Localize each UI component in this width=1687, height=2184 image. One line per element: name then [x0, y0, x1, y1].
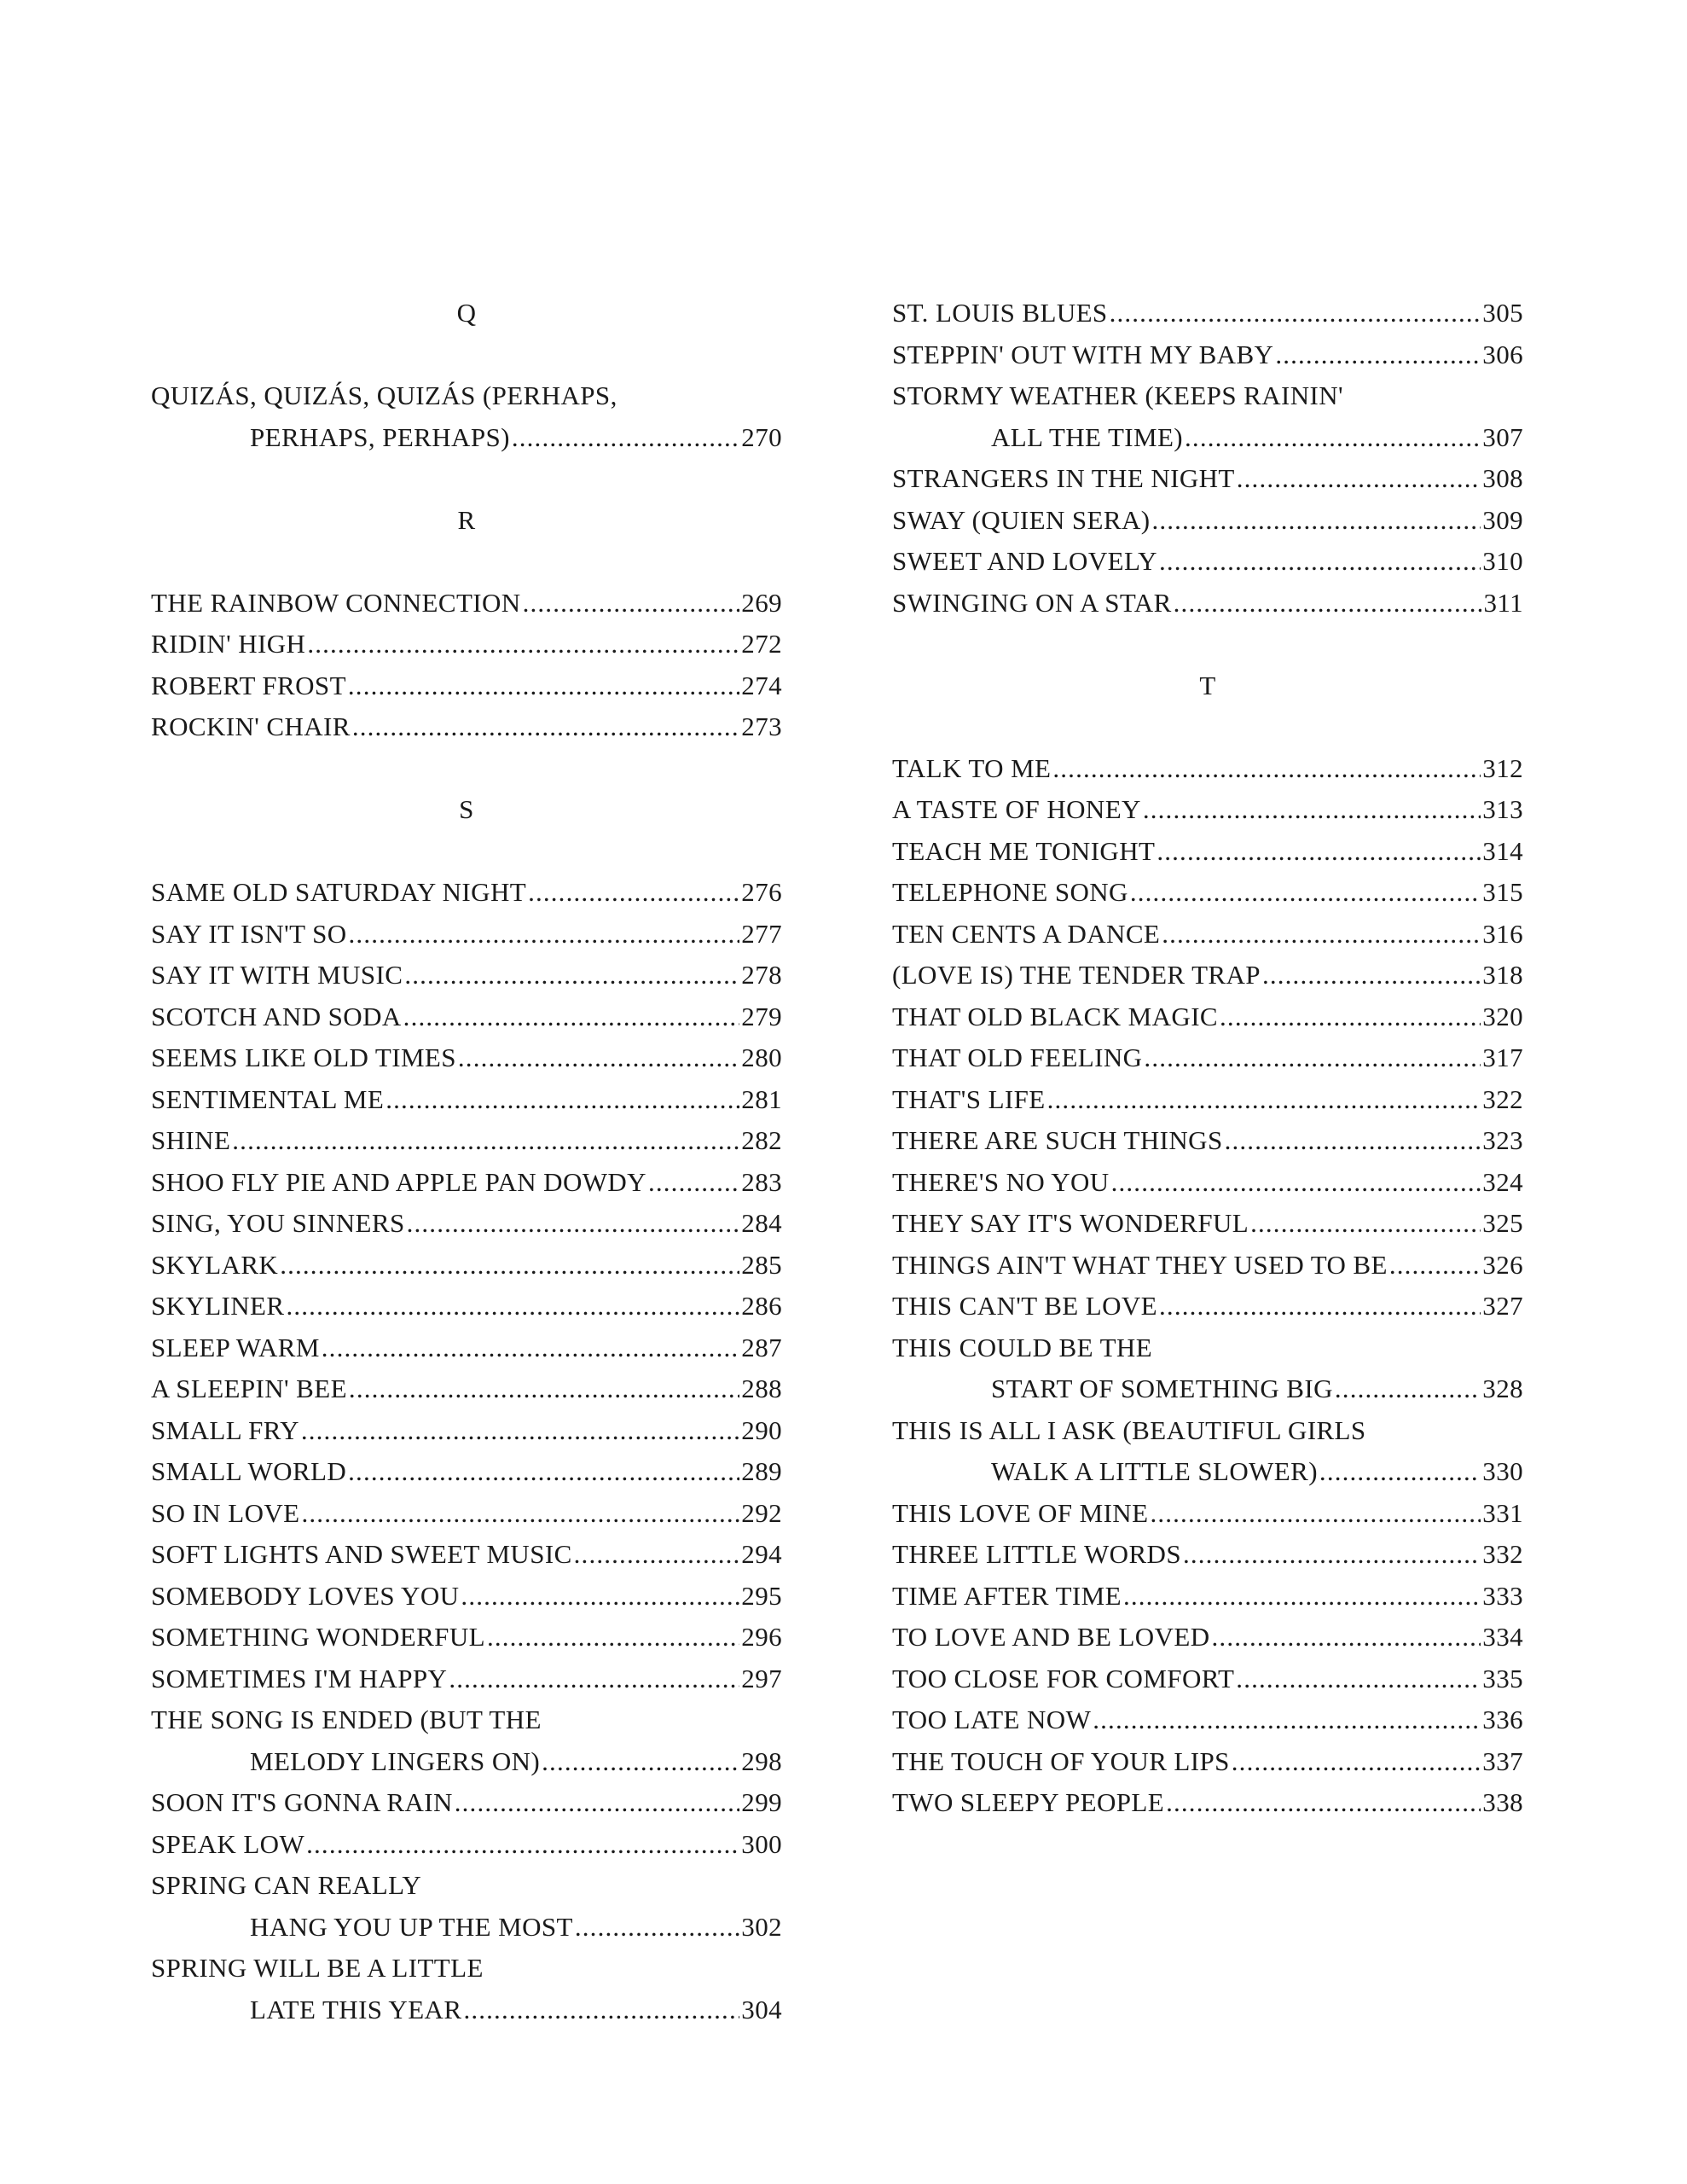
page-number: 270 [741, 421, 782, 452]
entry-title: SAME OLD SATURDAY NIGHT [151, 877, 527, 907]
index-entry [151, 1782, 782, 1824]
index-entry [892, 458, 1523, 500]
index-entry [151, 1534, 782, 1576]
page-number: 302 [741, 1911, 782, 1942]
section-heading-t: T [1199, 670, 1216, 700]
page-number: 322 [1482, 1083, 1523, 1114]
entry-title: SING, YOU SINNERS [151, 1208, 405, 1238]
page-number: 269 [741, 587, 782, 618]
page-number: 305 [1482, 298, 1523, 328]
section-heading-q: Q [456, 298, 477, 328]
entry-title: SWEET AND LOVELY [892, 546, 1157, 576]
dot-leader [1157, 831, 1481, 873]
page-number: 281 [741, 1083, 782, 1114]
dot-leader [463, 1989, 739, 2031]
dot-leader [407, 1203, 740, 1245]
index-entry [892, 914, 1523, 956]
entry-title: STRANGERS IN THE NIGHT [892, 463, 1235, 493]
entry-title: THINGS AIN'T WHAT THEY USED TO BE [892, 1249, 1388, 1280]
dot-leader [306, 1824, 739, 1866]
entry-title: SOMETIMES I'M HAPPY [151, 1663, 448, 1693]
page-number: 330 [1482, 1456, 1523, 1486]
entry-title: SWAY (QUIEN SERA) [892, 504, 1151, 535]
page-number: 310 [1482, 546, 1523, 576]
page-number: 311 [1483, 587, 1523, 618]
page-number: 316 [1482, 918, 1523, 949]
page-number: 332 [1482, 1539, 1523, 1569]
index-entry [892, 1245, 1523, 1287]
dot-leader [458, 1037, 739, 1079]
index-entry [151, 914, 782, 956]
index-entry [151, 665, 782, 707]
index-entry [151, 1493, 782, 1535]
index-entry [892, 1741, 1523, 1783]
page-number: 335 [1482, 1663, 1523, 1693]
page-number: 278 [741, 960, 782, 990]
page-number: 280 [741, 1043, 782, 1072]
index-entry [151, 1907, 782, 1949]
index-entry [151, 1658, 782, 1700]
page-number: 331 [1482, 1497, 1523, 1528]
page-number: 284 [741, 1208, 782, 1238]
page-number: 312 [1482, 752, 1523, 783]
dot-leader [523, 583, 740, 624]
dot-leader [1047, 1079, 1481, 1121]
spacer [151, 541, 782, 583]
dot-leader [648, 1162, 739, 1204]
entry-title: LATE THIS YEAR [250, 1994, 462, 2024]
dot-leader [232, 1120, 739, 1162]
index-entry [892, 583, 1523, 624]
entry-title: SENTIMENTAL ME [151, 1083, 385, 1114]
index-entry [151, 1824, 782, 1866]
page-number: 304 [741, 1994, 782, 2024]
entry-title: A TASTE OF HONEY [892, 794, 1141, 824]
index-entry [151, 955, 782, 996]
entry-title: THAT OLD FEELING [892, 1043, 1143, 1072]
dot-leader [1110, 293, 1481, 334]
entry-title: TELEPHONE SONG [892, 877, 1128, 907]
entry-title: THERE'S NO YOU [892, 1166, 1110, 1197]
index-entry [151, 583, 782, 624]
page-number: 323 [1482, 1125, 1523, 1155]
dot-leader [1212, 1617, 1481, 1658]
dot-leader [386, 1079, 739, 1121]
dot-leader [1225, 1120, 1481, 1162]
page-number: 294 [741, 1539, 782, 1569]
page-number: 327 [1482, 1291, 1523, 1321]
entry-title: SKYLINER [151, 1291, 285, 1321]
page-number: 328 [1482, 1374, 1523, 1403]
dot-leader [1220, 996, 1481, 1038]
page-number: 306 [1482, 339, 1523, 369]
dot-leader [322, 1327, 740, 1369]
entry-title: SOON IT'S GONNA RAIN [151, 1787, 453, 1817]
index-entry [892, 1617, 1523, 1658]
page-number: 283 [741, 1166, 782, 1197]
dot-leader [348, 665, 739, 707]
entry-title: SWINGING ON A STAR [892, 587, 1172, 618]
entry-title: SOMEBODY LOVES YOU [151, 1580, 460, 1611]
index-entry [151, 1368, 782, 1410]
dot-leader [1159, 1286, 1481, 1327]
entry-title: A SLEEPIN' BEE [151, 1374, 347, 1403]
index-entry [892, 996, 1523, 1038]
dot-leader [1143, 789, 1481, 831]
dot-leader [575, 1907, 739, 1949]
page-number: 279 [741, 1001, 782, 1031]
dot-leader [1166, 1782, 1481, 1824]
index-entry [892, 500, 1523, 542]
page-number: 326 [1482, 1249, 1523, 1280]
dot-leader [1237, 458, 1481, 500]
page-number: 289 [741, 1456, 782, 1486]
page-number: 298 [741, 1745, 782, 1776]
index-entry [151, 1037, 782, 1079]
entry-title: SHINE [151, 1125, 231, 1155]
index-entry [151, 1120, 782, 1162]
entry-title: TALK TO ME [892, 752, 1052, 783]
entry-title: THAT OLD BLACK MAGIC [892, 1001, 1219, 1031]
entry-title: SHOO FLY PIE AND APPLE PAN DOWDY [151, 1166, 646, 1197]
entry-title: THREE LITTLE WORDS [892, 1539, 1181, 1569]
page-number: 277 [741, 918, 782, 949]
dot-leader [1052, 748, 1481, 790]
entry-title: ALL THE TIME) [991, 421, 1184, 452]
dot-leader [280, 1245, 739, 1287]
page-number: 318 [1482, 960, 1523, 990]
index-entry [892, 1079, 1523, 1121]
dot-leader [1275, 334, 1481, 376]
dot-leader [301, 1410, 739, 1452]
index-entry-title-line: SPRING CAN REALLY [151, 1870, 422, 1900]
entry-title: SLEEP WARM [151, 1332, 320, 1362]
page-number: 308 [1482, 463, 1523, 493]
page-number: 315 [1482, 877, 1523, 907]
page-number: 286 [741, 1291, 782, 1321]
index-entry [892, 748, 1523, 790]
page-number: 288 [741, 1374, 782, 1403]
entry-title: SMALL WORLD [151, 1456, 347, 1486]
page-number: 297 [741, 1663, 782, 1693]
dot-leader [1250, 1203, 1481, 1245]
page-number: 309 [1482, 504, 1523, 535]
entry-title: ROBERT FROST [151, 670, 346, 700]
entry-title: THIS LOVE OF MINE [892, 1497, 1149, 1528]
page-number: 287 [741, 1332, 782, 1362]
entry-title: SMALL FRY [151, 1414, 299, 1445]
page-number: 273 [741, 712, 782, 741]
entry-title: ROCKIN' CHAIR [151, 712, 351, 741]
index-entry [151, 1079, 782, 1121]
page-number: 314 [1482, 835, 1523, 866]
page-number: 299 [741, 1787, 782, 1817]
entry-title: THE TOUCH OF YOUR LIPS [892, 1745, 1230, 1776]
page-number: 324 [1482, 1166, 1523, 1197]
index-entry [892, 789, 1523, 831]
dot-leader [307, 624, 739, 665]
entry-title: THE RAINBOW CONNECTION [151, 587, 521, 618]
entry-title: SAY IT ISN'T SO [151, 918, 347, 949]
index-entry [892, 1162, 1523, 1204]
dot-leader [286, 1286, 739, 1327]
entry-title: TOO CLOSE FOR COMFORT [892, 1663, 1235, 1693]
index-entry [892, 831, 1523, 873]
dot-leader [574, 1534, 740, 1576]
index-entry [151, 996, 782, 1038]
entry-title: SCOTCH AND SODA [151, 1001, 402, 1031]
entry-title: TIME AFTER TIME [892, 1580, 1122, 1611]
index-entry [892, 1658, 1523, 1700]
dot-leader [1232, 1741, 1481, 1783]
spacer [151, 748, 782, 790]
entry-title: SEEMS LIKE OLD TIMES [151, 1043, 456, 1072]
entry-title: ST. LOUIS BLUES [892, 298, 1108, 328]
entry-title: SO IN LOVE [151, 1497, 300, 1528]
entry-title: TWO SLEEPY PEOPLE [892, 1787, 1165, 1817]
index-entry [892, 1493, 1523, 1535]
index-entry-title-line: SPRING WILL BE A LITTLE [151, 1953, 484, 1983]
dot-leader [403, 996, 740, 1038]
dot-leader [512, 417, 739, 459]
dot-leader [404, 955, 739, 996]
entry-title: THEY SAY IT'S WONDERFUL [892, 1208, 1249, 1238]
page-number: 290 [741, 1414, 782, 1445]
index-entry [892, 872, 1523, 914]
index-entry [892, 1699, 1523, 1741]
index-entry [151, 624, 782, 665]
page-number: 285 [741, 1249, 782, 1280]
page-number: 336 [1482, 1705, 1523, 1734]
page-number: 325 [1482, 1208, 1523, 1238]
entry-title: WALK A LITTLE SLOWER) [991, 1456, 1318, 1486]
index-entry [892, 1286, 1523, 1327]
entry-title: (LOVE IS) THE TENDER TRAP [892, 960, 1261, 990]
dot-leader [1130, 872, 1481, 914]
dot-leader [1144, 1037, 1481, 1079]
entry-title: RIDIN' HIGH [151, 629, 306, 659]
index-entry [151, 1451, 782, 1493]
entry-title: TO LOVE AND BE LOVED [892, 1622, 1210, 1652]
dot-leader [349, 1368, 739, 1410]
dot-leader [1123, 1576, 1481, 1618]
page-number: 313 [1482, 794, 1523, 824]
spacer [151, 458, 782, 500]
index-entry [892, 1534, 1523, 1576]
page-number: 320 [1482, 1001, 1523, 1031]
dot-leader [1150, 1493, 1481, 1535]
page-number: 338 [1482, 1787, 1523, 1817]
spacer [151, 831, 782, 873]
right-column [892, 293, 1523, 1824]
page-number: 295 [741, 1580, 782, 1611]
index-entry [151, 1286, 782, 1327]
dot-leader [1111, 1162, 1481, 1204]
dot-leader [449, 1658, 739, 1700]
index-entry-title-line: STORMY WEATHER (KEEPS RAININ' [892, 380, 1343, 410]
index-entry [892, 334, 1523, 376]
spacer [892, 624, 1523, 665]
dot-leader [461, 1576, 739, 1618]
page-number: 307 [1482, 421, 1523, 452]
page-number: 276 [741, 877, 782, 907]
dot-leader [542, 1741, 739, 1783]
page-number: 292 [741, 1497, 782, 1528]
entry-title: THERE ARE SUCH THINGS [892, 1125, 1223, 1155]
entry-title: TEACH ME TONIGHT [892, 835, 1156, 866]
entry-title: HANG YOU UP THE MOST [250, 1911, 573, 1942]
dot-leader [1389, 1245, 1481, 1287]
dot-leader [1151, 500, 1481, 542]
entry-title: STEPPIN' OUT WITH MY BABY [892, 339, 1274, 369]
index-entry [151, 1576, 782, 1618]
index-entry [151, 1162, 782, 1204]
index-entry [892, 541, 1523, 583]
index-entry [151, 1989, 782, 2031]
dot-leader [352, 706, 739, 748]
dot-leader [528, 872, 739, 914]
index-entry [892, 417, 1523, 459]
page-number: 274 [741, 670, 782, 700]
dot-leader [1262, 955, 1481, 996]
dot-leader [455, 1782, 740, 1824]
spacer [892, 706, 1523, 748]
page-number: 337 [1482, 1745, 1523, 1776]
entry-title: START OF SOMETHING BIG [991, 1374, 1333, 1403]
dot-leader [1174, 583, 1482, 624]
entry-title: PERHAPS, PERHAPS) [250, 421, 510, 452]
dot-leader [1183, 1534, 1481, 1576]
entry-title: SPEAK LOW [151, 1828, 305, 1859]
section-heading-r: R [457, 504, 476, 535]
index-entry [892, 1451, 1523, 1493]
dot-leader [1159, 541, 1481, 583]
page-number: 272 [741, 629, 782, 659]
dot-leader [348, 1451, 739, 1493]
index-entry [151, 1617, 782, 1658]
index-entry [151, 872, 782, 914]
index-entry [892, 293, 1523, 334]
left-column [151, 293, 782, 2030]
index-entry [892, 955, 1523, 996]
index-entry [892, 1782, 1523, 1824]
dot-leader [1093, 1699, 1481, 1741]
page-number: 317 [1482, 1043, 1523, 1072]
entry-title: MELODY LINGERS ON) [250, 1745, 541, 1776]
page-number: 333 [1482, 1580, 1523, 1611]
index-entry [151, 417, 782, 459]
index-entry [151, 706, 782, 748]
index-entry [151, 1245, 782, 1287]
index-entry [892, 1368, 1523, 1410]
dot-leader [1162, 914, 1481, 956]
index-entry [151, 1410, 782, 1452]
page-number: 296 [741, 1622, 782, 1652]
dot-leader [1185, 417, 1481, 459]
entry-title: SKYLARK [151, 1249, 279, 1280]
entry-title: SOFT LIGHTS AND SWEET MUSIC [151, 1539, 572, 1569]
spacer [151, 334, 782, 376]
dot-leader [487, 1617, 739, 1658]
dot-leader [1335, 1368, 1481, 1410]
index-entry [892, 1203, 1523, 1245]
page-number: 334 [1482, 1622, 1523, 1652]
index-entry-title-line: THIS IS ALL I ASK (BEAUTIFUL GIRLS [892, 1414, 1366, 1445]
dot-leader [1319, 1451, 1481, 1493]
index-entry [151, 1741, 782, 1783]
index-entry-title-line: THE SONG IS ENDED (BUT THE [151, 1705, 542, 1734]
entry-title: SAY IT WITH MUSIC [151, 960, 403, 990]
entry-title: TEN CENTS A DANCE [892, 918, 1161, 949]
dot-leader [1236, 1658, 1481, 1700]
page-number: 282 [741, 1125, 782, 1155]
index-entry-title-line: THIS COULD BE THE [892, 1332, 1153, 1362]
index-entry [892, 1120, 1523, 1162]
index-entry [892, 1037, 1523, 1079]
entry-title: THAT'S LIFE [892, 1083, 1046, 1114]
index-entry [151, 1203, 782, 1245]
page-number: 300 [741, 1828, 782, 1859]
entry-title: THIS CAN'T BE LOVE [892, 1291, 1158, 1321]
index-entry [151, 1327, 782, 1369]
dot-leader [302, 1493, 740, 1535]
index-entry [892, 1576, 1523, 1618]
index-entry-title-line: QUIZÁS, QUIZÁS, QUIZÁS (PERHAPS, [151, 380, 617, 410]
section-heading-s: S [459, 794, 474, 824]
dot-leader [349, 914, 740, 956]
entry-title: TOO LATE NOW [892, 1705, 1092, 1734]
entry-title: SOMETHING WONDERFUL [151, 1622, 485, 1652]
